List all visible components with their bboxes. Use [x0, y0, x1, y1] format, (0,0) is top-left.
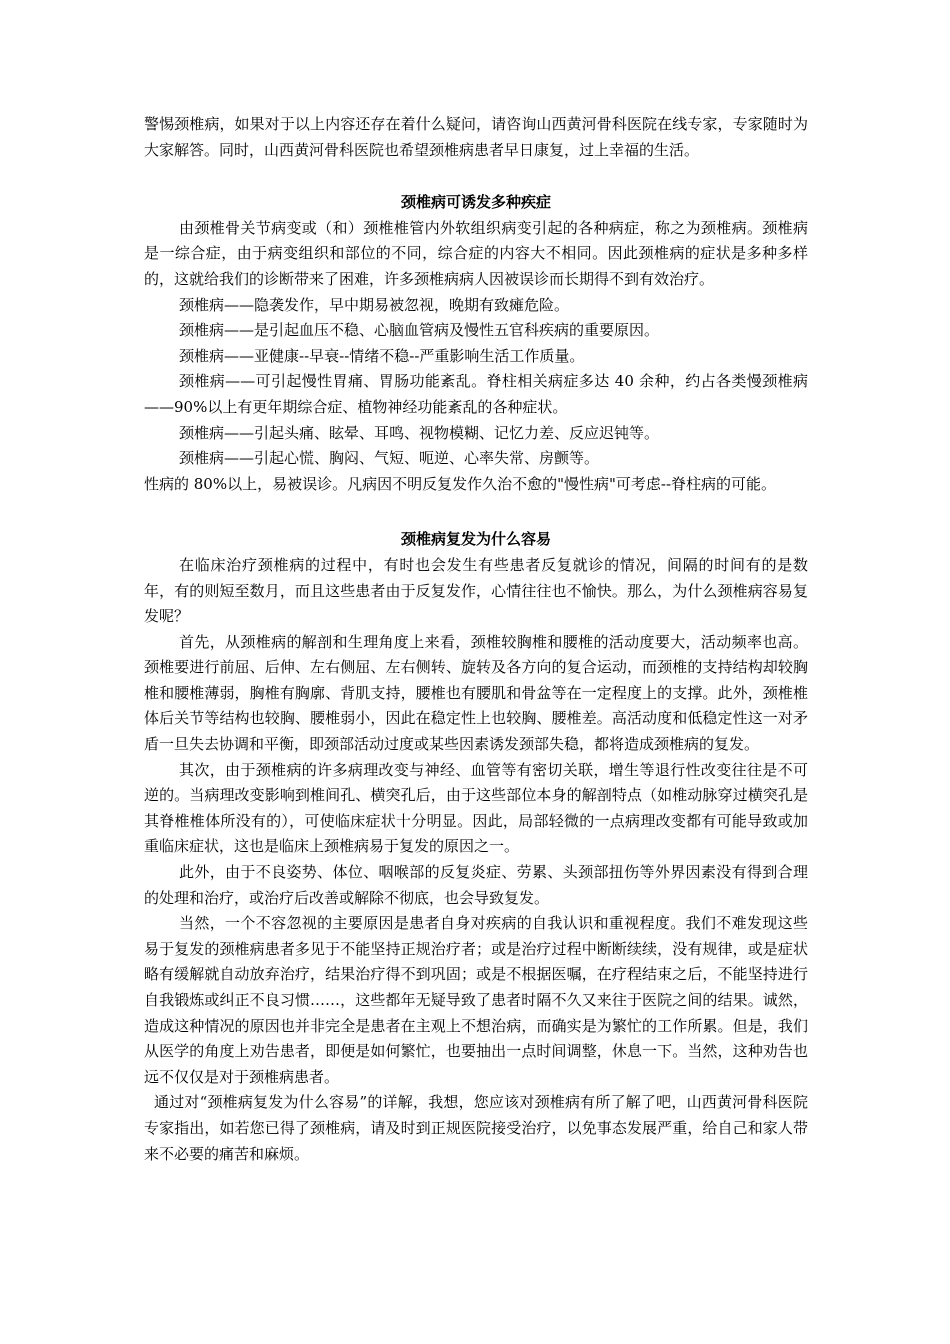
intro-paragraph: 警惕颈椎病，如果对于以上内容还存在着什么疑问，请咨询山西黄河骨科医院在线专家，专家随时为大家解答。同时，山西黄河骨科医院也希望颈椎病患者早日康复，过上幸福的生活。 [144, 115, 808, 159]
list-item: 颈椎病——隐袭发作，早中期易被忽视，晚期有致瘫危险。 [179, 295, 570, 314]
paragraph: 由颈椎骨关节病变或（和）颈椎椎管内外软组织病变引起的各种病症，称之为颈椎病。颈椎病是一综合症，由于病变组织和部位的不同，综合症的内容大不相同。因此颈椎病的症状是多种多样的，这就给我们的诊断带来了困难，许多颈椎病病人因被误诊而长期得不到有效治疗。 [144, 218, 808, 288]
section-title-complications: 颈椎病可诱发多种疾症 [400, 193, 551, 212]
paragraph: 其次，由于颈椎病的许多病理改变与神经、血管等有密切关联，增生等退行性改变往往是不可逆的。当病理改变影响到椎间孔、横突孔后，由于这些部位本身的解剖特点（如椎动脉穿过横突孔是其脊椎椎体所没有的），可使临床症状十分明显。因此，局部轻微的一点病理改变都有可能导致或加重临床症状，这也是临床上颈椎病易于复发的原因之一。 [144, 760, 808, 856]
paragraph: 当然，一个不容忽视的主要原因是患者自身对疾病的自我认识和重视程度。我们不难发现这些易于复发的颈椎病患者多见于不能坚持正规治疗者；或是治疗过程中断断续续，没有规律，或是症状略有缓解就自动放弃治疗，结果治疗得不到巩固；或是不根据医嘱，在疗程结束之后，不能坚持进行自我锻炼或纠正不良习惯……，这些都年无疑导致了患者时隔不久又来往于医院之间的结果。诚然，造成这种情况的原因也并非完全是患者在主观上不想治病，而确实是为繁忙的工作所累。但是，我们从医学的角度上劝告患者，即便是如何繁忙，也要抽出一点时间调整，休息一下。当然，这种劝告也远不仅仅是对于颈椎病患者。 [144, 914, 808, 1086]
list-item: 颈椎病——可引起慢性胃痛、胃肠功能紊乱。脊柱相关病症多达 40 余种，约占各类慢颈椎病——90%以上有更年期综合症、植物神经功能紊乱的各种症状。 [144, 372, 808, 416]
list-item: 颈椎病——是引起血压不稳、心脑血管病及慢性五官科疾病的重要原因。 [179, 321, 660, 340]
paragraph: 首先，从颈椎病的解剖和生理角度上来看，颈椎较胸椎和腰椎的活动度要大，活动频率也高。颈椎要进行前屈、后伸、左右侧屈、左右侧转、旋转及各方向的复合运动，而颈椎的支持结构却较胸椎和腰椎薄弱，胸椎有胸廓、背肌支持，腰椎也有腰肌和骨盆等在一定程度上的支撑。此外，颈椎椎体后关节等结构也较胸、腰椎弱小，因此在稳定性上也较胸、腰椎差。高活动度和低稳定性这一对矛盾一旦失去协调和平衡，即颈部活动过度或某些因素诱发颈部失稳，都将造成颈椎病的复发。 [144, 632, 808, 754]
section-title-recurrence: 颈椎病复发为什么容易 [400, 530, 551, 549]
conclusion-paragraph: 通过对“颈椎病复发为什么容易”的详解，我想，您应该对颈椎病有所了解了吧，山西黄河骨科医院专家指出，如若您已得了颈椎病，请及时到正规医院接受治疗，以免事态发展严重，给自己和家人带来不必要的痛苦和麻烦。 [144, 1093, 808, 1163]
paragraph: 此外，由于不良姿势、体位、咽喉部的反复炎症、劳累、头颈部扭伤等外界因素没有得到合理的处理和治疗，或治疗后改善或解除不彻底，也会导致复发。 [144, 863, 808, 907]
list-item: 颈椎病——亚健康--早衰--情绪不稳--严重影响生活工作质量。 [179, 346, 585, 365]
list-item: 颈椎病——引起心慌、胸闷、气短、呃逆、心率失常、房颤等。 [179, 449, 600, 468]
paragraph: 在临床治疗颈椎病的过程中，有时也会发生有些患者反复就诊的情况，间隔的时间有的是数年，有的则短至数月，而且这些患者由于反复发作，心情往往也不愉快。那么，为什么颈椎病容易复发呢？ [144, 555, 808, 626]
list-item: 颈椎病——引起头痛、眩晕、耳鸣、视物模糊、记忆力差、反应迟钝等。 [179, 423, 660, 442]
paragraph: 性病的 80%以上，易被误诊。凡病因不明反复发作久治不愈的"慢性病"可考虑--脊柱病的可能。 [144, 474, 777, 493]
document-page [144, 112, 808, 1167]
